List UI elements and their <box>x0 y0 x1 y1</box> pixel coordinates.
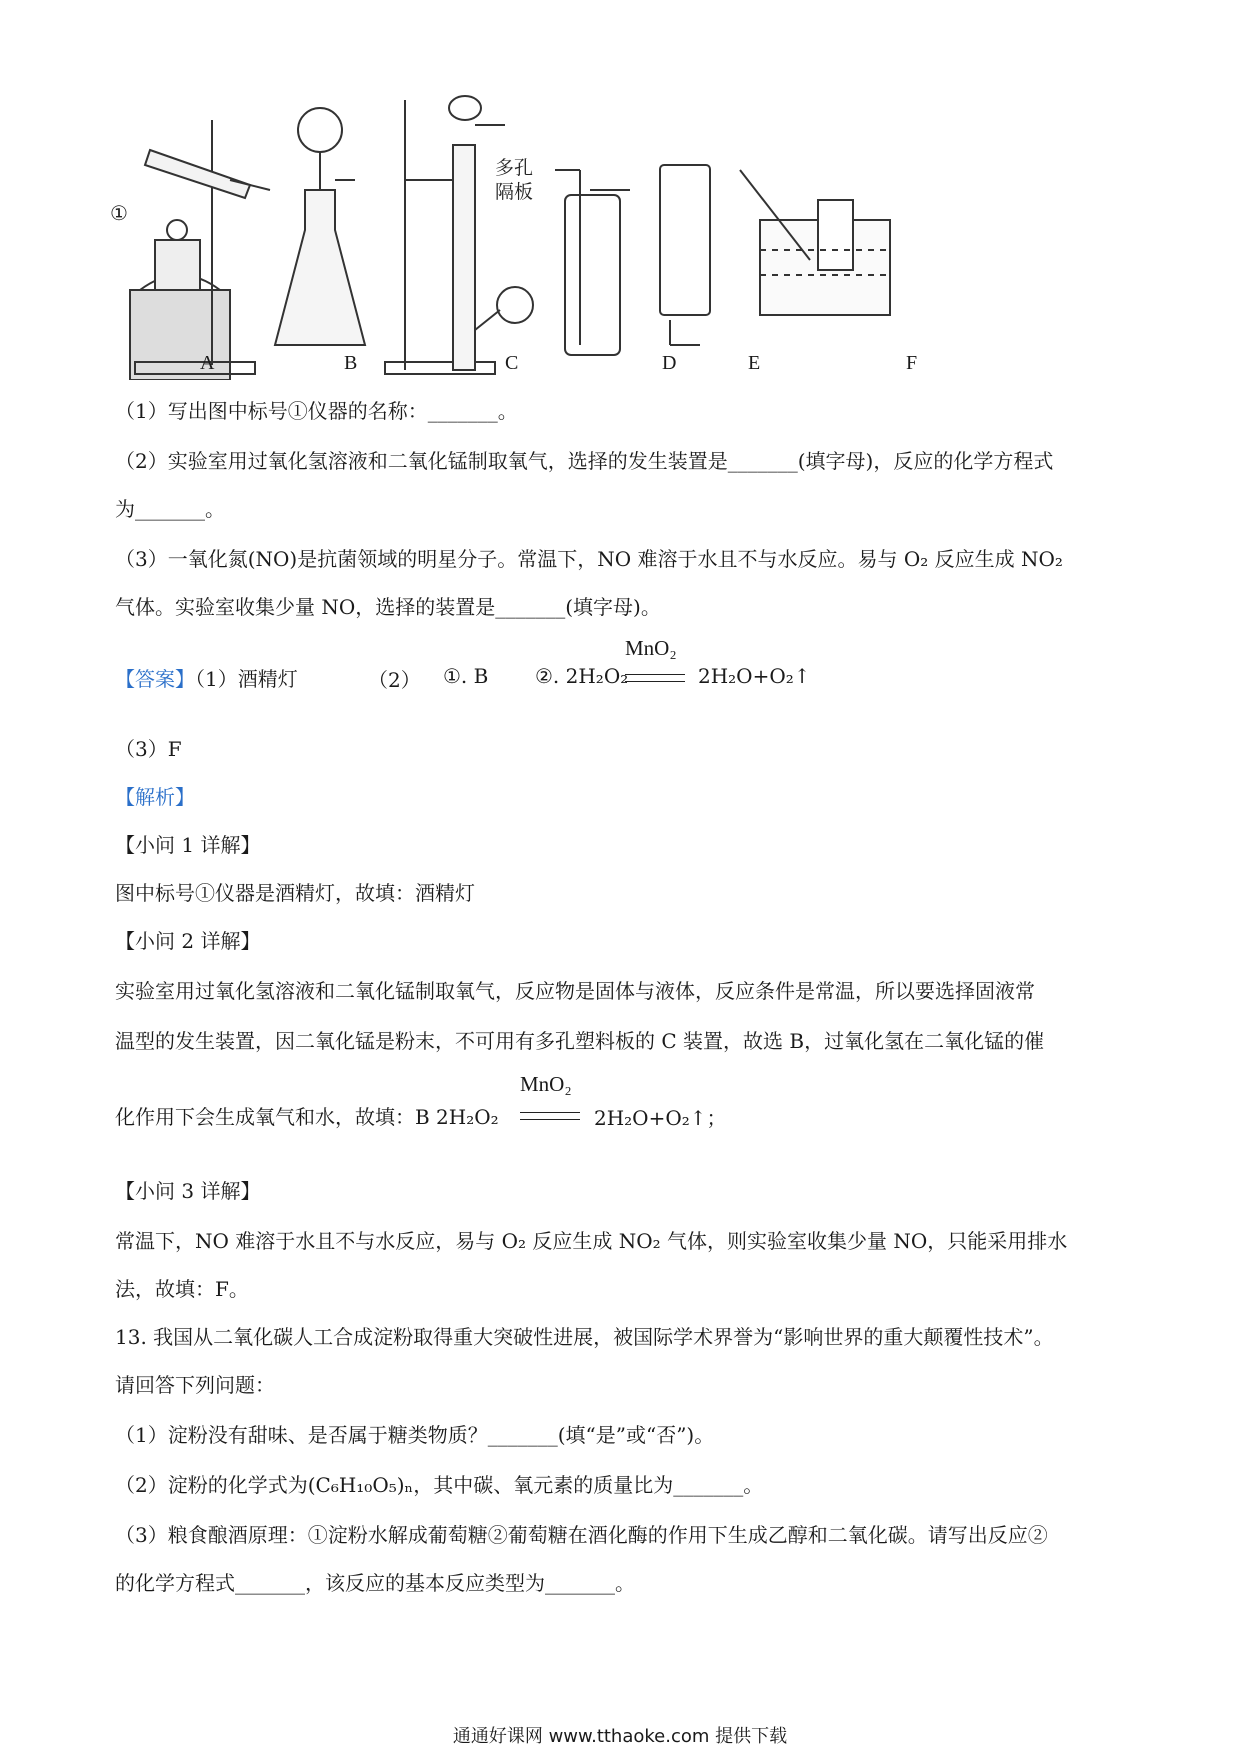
apparatus-c <box>385 96 533 374</box>
answer-tag: 【答案】 <box>115 667 195 691</box>
answer-part2b: ②. 2H₂O₂ <box>535 664 629 688</box>
q13-prompt: 请回答下列问题： <box>115 1373 275 1397</box>
apparatus-f <box>740 170 890 315</box>
answer-part1: （1）酒精灯 <box>195 667 298 691</box>
analysis-text-1: 图中标号①仪器是酒精灯，故填：酒精灯 <box>115 881 475 905</box>
figure-label-d: D <box>662 352 677 374</box>
analysis-text-2a: 实验室用过氧化氢溶液和二氧化锰制取氧气，反应物是固体与液体，反应条件是常温，所以要选择固液常 <box>115 979 1035 1003</box>
analysis-text-3a: 常温下，NO 难溶于水且不与水反应，易与 O₂ 反应生成 NO₂ 气体，则实验室收集少量 NO，只能采用排水 <box>115 1229 1068 1253</box>
footer-text: 通通好课网 www.tthaoke.com 提供下载 <box>452 1726 788 1747</box>
q13-stem: 13. 我国从二氧化碳人工合成淀粉取得重大突破性进展，被国际学术界誉为“影响世界的重大颠覆性技术”。 <box>115 1325 1054 1349</box>
q13-part3: （3）粮食酿酒原理：①淀粉水解成葡萄糖②葡萄糖在酒化酶的作用下生成乙醇和二氧化碳。请写出反应② <box>115 1523 1048 1547</box>
apparatus-e <box>660 165 710 345</box>
answer-part2: （2） <box>368 668 421 692</box>
apparatus-a <box>130 120 270 380</box>
answer-part3: （3）F <box>115 737 182 761</box>
q13-part3-cont: 的化学方程式_______，该反应的基本反应类型为_______。 <box>115 1571 635 1595</box>
answer-product: 2H₂O+O₂↑ <box>698 664 811 688</box>
answer-eq-sign <box>625 674 685 682</box>
analysis-heading-2: 【小问 2 详解】 <box>115 929 261 953</box>
apparatus-figure <box>110 90 1160 380</box>
figure-label-b: B <box>344 352 358 374</box>
plate-label-2: 隔板 <box>495 181 534 203</box>
question-1: （1）写出图中标号①仪器的名称：_______。 <box>115 399 518 423</box>
analysis-text-2b: 温型的发生装置，因二氧化锰是粉末，不可用有多孔塑料板的 C 装置，故选 B，过氧化氢在二氧化锰的催 <box>115 1029 1045 1053</box>
q13-part1: （1）淀粉没有甜味、是否属于糖类物质？_______(填“是”或“否”)。 <box>115 1423 715 1447</box>
analysis-catalyst: MnO₂ <box>520 1072 572 1096</box>
question-3-cont: 气体。实验室收集少量 NO，选择的装置是_______(填字母)。 <box>115 595 661 619</box>
analysis-tag: 【解析】 <box>115 785 195 809</box>
analysis-text-2c: 化作用下会生成氧气和水，故填：B 2H₂O₂ <box>115 1105 499 1129</box>
figure-label-c: C <box>505 352 519 374</box>
analysis-eq-sign <box>520 1112 580 1120</box>
analysis-heading-1: 【小问 1 详解】 <box>115 833 261 857</box>
q13-part2: （2）淀粉的化学式为(C₆H₁₀O₅)ₙ，其中碳、氧元素的质量比为_______。 <box>115 1473 764 1497</box>
question-2-cont: 为_______。 <box>115 497 225 521</box>
apparatus-d <box>555 170 630 355</box>
plate-label-1: 多孔 <box>495 157 534 179</box>
question-3: （3）一氧化氮(NO)是抗菌领域的明星分子。常温下，NO 难溶于水且不与水反应。易与 O₂ 反应生成 NO₂ <box>115 547 1063 571</box>
analysis-text-3b: 法，故填：F。 <box>115 1277 249 1301</box>
apparatus-b <box>275 108 365 345</box>
figure-label-e: E <box>748 352 761 374</box>
marker-label: ① <box>110 203 128 225</box>
analysis-product: 2H₂O+O₂↑； <box>594 1106 727 1130</box>
answer-line <box>115 664 298 694</box>
figure-label-f: F <box>906 352 918 374</box>
answer-part2a: ①. B <box>443 664 489 688</box>
figure-label-a: A <box>200 352 215 374</box>
answer-catalyst: MnO₂ <box>625 636 677 660</box>
question-2: （2）实验室用过氧化氢溶液和二氧化锰制取氧气，选择的发生装置是_______(填字母)，反应的化学方程式 <box>115 449 1054 473</box>
analysis-heading-3: 【小问 3 详解】 <box>115 1179 261 1203</box>
